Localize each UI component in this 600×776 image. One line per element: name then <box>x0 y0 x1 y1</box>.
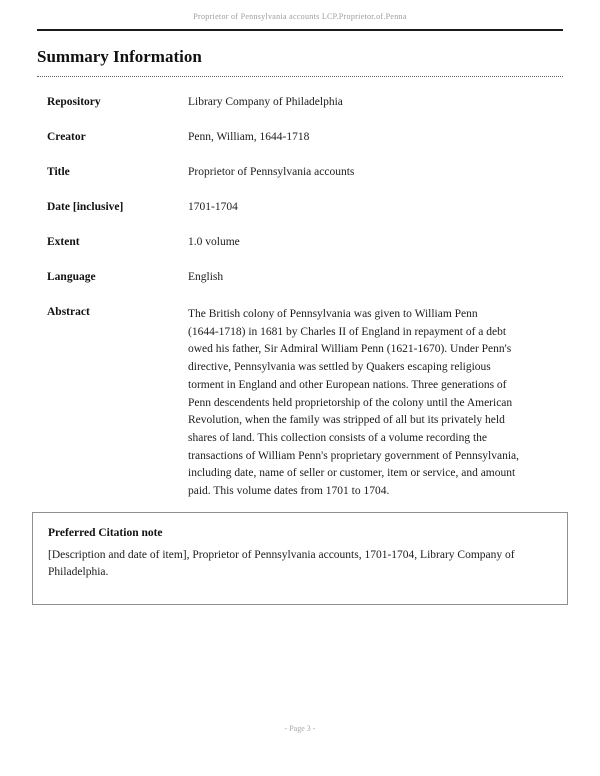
table-row-repository <box>47 96 563 108</box>
row-label: Language <box>47 271 96 283</box>
header-rule <box>37 29 563 31</box>
abstract-text <box>188 306 563 501</box>
table-row-language <box>47 271 563 283</box>
abstract-line: directive, Pennsylvania was settled by Quakers escaping religious <box>188 361 491 374</box>
table-row-title <box>47 166 563 178</box>
table-row-date-inclusive <box>47 201 563 213</box>
dotted-divider <box>37 76 563 77</box>
abstract-line: Penn descendents held proprietorship of the colony until the American <box>188 396 513 409</box>
summary-section <box>37 47 563 501</box>
row-label: Date [inclusive] <box>47 201 124 213</box>
citation-line: [Description and date of item], Proprietor of Pennsylvania accounts, 1701-1704, Library Company of <box>48 548 515 561</box>
row-value: Library Company of Philadelphia <box>188 96 343 108</box>
citation-title: Preferred Citation note <box>48 526 163 539</box>
table-row-creator <box>47 131 563 143</box>
row-value: 1.0 volume <box>188 236 240 248</box>
abstract-line: torment in England and other European nations. Three generations of <box>188 378 507 391</box>
row-value: English <box>188 271 224 283</box>
abstract-line: paid. This volume dates from 1701 to 1704. <box>188 485 390 498</box>
page-title: Summary Information <box>37 47 202 66</box>
preferred-citation-box <box>32 512 568 605</box>
row-value: Proprietor of Pennsylvania accounts <box>188 166 355 178</box>
abstract-line: shares of land. This collection consists of a volume recording the <box>188 431 488 444</box>
row-label: Title <box>47 166 70 178</box>
row-value: 1701-1704 <box>188 201 238 213</box>
row-value: Penn, William, 1644-1718 <box>188 131 310 143</box>
citation-line: Philadelphia. <box>48 565 109 578</box>
abstract-line: Revolution, when the family was stripped of all but its privately held <box>188 414 505 427</box>
running-header: Proprietor of Pennsylvania accounts LCP.Proprietor.of.Penna <box>193 12 407 21</box>
table-row-abstract <box>47 306 563 501</box>
abstract-line: transactions of William Penn's proprietary government of Pennsylvania, <box>188 449 519 462</box>
abstract-line: (1644-1718) in 1681 by Charles II of England in repayment of a debt <box>188 325 507 338</box>
row-label: Abstract <box>47 306 90 318</box>
abstract-line: The British colony of Pennsylvania was given to William Penn <box>188 308 478 320</box>
row-label: Repository <box>47 96 101 108</box>
abstract-line: owed his father, Sir Admiral William Penn (1621-1670). Under Penn's <box>188 343 512 356</box>
page-number: - Page 3 - <box>284 724 316 733</box>
abstract-line: including date, name of seller or customer, item or service, and amount <box>188 467 516 480</box>
row-label: Creator <box>47 131 86 143</box>
row-label: Extent <box>47 236 80 248</box>
table-row-extent <box>47 236 563 248</box>
summary-rows <box>37 96 563 501</box>
